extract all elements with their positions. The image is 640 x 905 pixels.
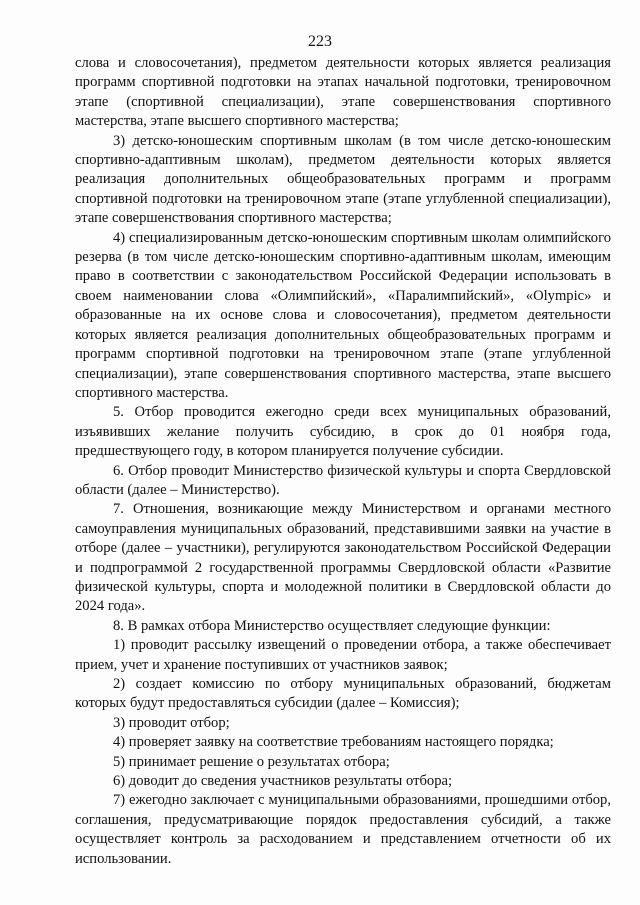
paragraph: 3) детско-юношеским спортивным школам (в том числе детско-юношеским спортивно-адаптивным школам), предметом деятельности которых является реализация дополнительных общеобразовательных программ и программ спортивной подготовки на тренировочном этапе (этапе углубленной специализации), этапе совершенствования спортивного мастерства; — [75, 132, 611, 227]
paragraph: 4) проверяет заявку на соответствие требованиям настоящего порядка; — [113, 734, 554, 751]
paragraph: слова и словосочетания), предметом деятельности которых является реализация программ спортивной подготовки на этапах начальной подготовки, тренировочном этапе (спортивной специализации), этапе совершенствования спортивного мастерства, этапе высшего спортивного мастерства; — [75, 55, 611, 130]
paragraph: 2) создает комиссию по отбору муниципальных образований, бюджетам которых будут предоставляться субсидии (далее – Комиссия); — [75, 676, 611, 712]
paragraph: 3) проводит отбор; — [113, 714, 230, 731]
document-body — [75, 54, 611, 869]
paragraph: 8. В рамках отбора Министерство осуществляет следующие функции: — [113, 617, 551, 634]
paragraph: 5) принимает решение о результатах отбора; — [113, 753, 390, 770]
paragraph: 4) специализированным детско-юношеским спортивным школам олимпийского резерва (в том числе детско-юношеским спортивно-адаптивным школам, имеющим право в соответствии с законодательством Российской Федерации использовать в своем наименовании слова «Олимпийский», «Паралимпийский», «Olympic» и образованные на их основе слова и словосочетания), предметом деятельности которых является реализация дополнительных общеобразовательных программ и программ спортивной подготовки на тренировочном этапе (этапе углубленной специализации), этапе совершенствования спортивного мастерства, этапе высшего спортивного мастерства. — [75, 229, 611, 401]
paragraph: 6) доводит до сведения участников результаты отбора; — [113, 773, 453, 790]
paragraph: 5. Отбор проводится ежегодно среди всех муниципальных образований, изъявивших желание получить субсидию, в срок до 01 ноября года, предшествующего году, в котором планируется получение субсидии. — [75, 404, 611, 460]
paragraph: 1) проводит рассылку извещений о проведении отбора, а также обеспечивает прием, учет и хранение поступивших от участников заявок; — [75, 637, 611, 673]
page-number: 223 — [308, 33, 332, 50]
paragraph: 7) ежегодно заключает с муниципальными образованиями, прошедшими отбор, соглашения, предусматривающие порядок предоставления субсидий, а также осуществляет контроль за расходованием и представлением отчетности об их использовании. — [75, 792, 611, 867]
paragraph: 6. Отбор проводит Министерство физической культуры и спорта Свердловской области (далее – Министерство). — [75, 462, 611, 498]
paragraph: 7. Отношения, возникающие между Министерством и органами местного самоуправления муниципальных образований, представившими заявки на участие в отборе (далее – участники), регулируются законодательством Российской Федерации и подпрограммой 2 государственной программы Свердловской области «Развитие физической культуры, спорта и молодежной политики в Свердловской области до 2024 года». — [75, 501, 611, 615]
